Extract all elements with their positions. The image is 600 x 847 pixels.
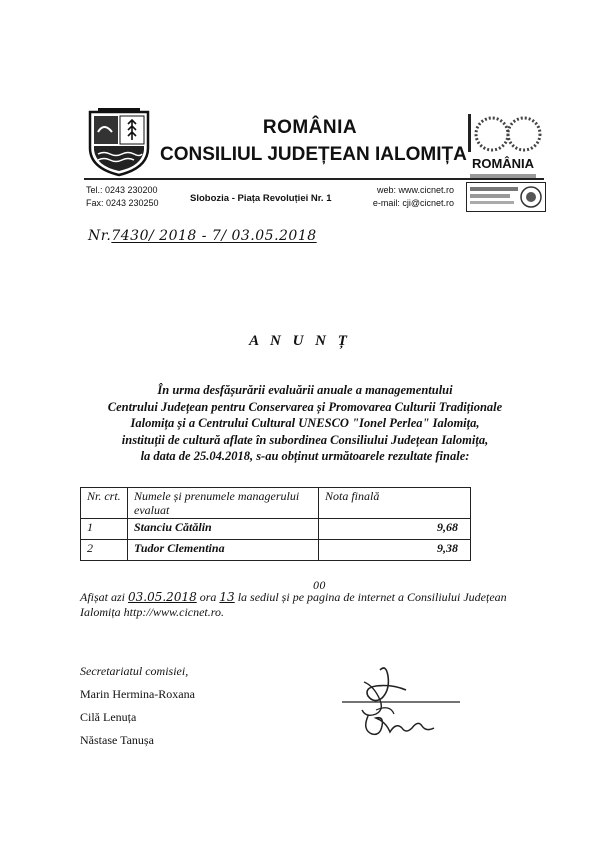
fax-number: Fax: 0243 230250 xyxy=(86,198,159,208)
table-header-row xyxy=(81,488,471,519)
announcement-heading: A N U N Ț xyxy=(249,333,351,349)
posted-suffix: la sediul și pe pagina de internet a Consiliului Județean xyxy=(237,590,507,604)
intro-line: instituții de cultură aflate în subordinea Consiliului Județean Ialomița, xyxy=(121,432,489,447)
posted-notice xyxy=(80,581,550,620)
institution-title: CONSILIUL JUDEȚEAN IALOMIȚA xyxy=(160,144,467,165)
intro-line: Ialomița și a Centrului Cultural UNESCO "Ionel Perlea" Ialomița, xyxy=(130,416,480,431)
results-table xyxy=(80,487,471,561)
posted-minutes: 00 xyxy=(313,581,326,592)
email[interactable]: e-mail: cji@cicnet.ro xyxy=(372,198,454,208)
website[interactable]: web: www.cicnet.ro xyxy=(376,185,454,195)
phone-fax xyxy=(86,184,159,210)
posted-hour: 13 xyxy=(219,590,235,604)
web-email xyxy=(356,184,454,210)
header-name: Numele și prenumele managerului evaluat xyxy=(128,488,319,519)
registration-prefix: Nr. xyxy=(88,228,112,244)
table-row xyxy=(81,519,471,540)
address: Slobozia - Piața Revoluției Nr. 1 xyxy=(190,193,332,204)
posted-line2: Ialomița http://www.cicnet.ro. xyxy=(80,605,224,619)
intro-line: În urma desfășurării evaluării anuale a managementului xyxy=(157,383,453,397)
certification-badge xyxy=(466,182,546,212)
secretariat-title: Secretariatul comisiei, xyxy=(80,664,189,678)
header-grade: Nota finală xyxy=(319,488,471,519)
county-coat-of-arms xyxy=(84,108,154,178)
secretariat-member: Cilă Lenuța xyxy=(80,710,137,724)
row-nr: 2 xyxy=(81,540,128,561)
row-nr: 1 xyxy=(81,519,128,540)
handwritten-signatures xyxy=(336,662,466,750)
table-row xyxy=(81,540,471,561)
posted-ora-label: ora xyxy=(199,590,217,604)
row-name: Tudor Clementina xyxy=(128,540,319,561)
intro-line: la data de 25.04.2018, s-au obținut următoarele rezultate finale: xyxy=(140,449,470,464)
row-grade: 9,38 xyxy=(319,540,471,561)
centenar-label: ROMÂNIA xyxy=(471,156,535,171)
row-grade: 9,68 xyxy=(319,519,471,540)
registration-number xyxy=(88,228,317,244)
header-nr: Nr. crt. xyxy=(81,488,128,519)
country-title: ROMÂNIA xyxy=(262,117,358,138)
header-divider xyxy=(84,178,544,180)
phone-number: Tel.: 0243 230200 xyxy=(86,185,158,195)
secretariat-member: Marin Hermina-Roxana xyxy=(80,687,195,701)
centenar-logo xyxy=(462,108,544,186)
intro-line: Centrului Județean pentru Conservarea și Promovarea Culturii Tradiționale xyxy=(107,399,503,414)
row-name: Stanciu Cătălin xyxy=(128,519,319,540)
secretariat-member: Năstase Tanușa xyxy=(80,733,154,747)
posted-prefix: Afișat azi xyxy=(80,590,126,604)
posted-date: 03.05.2018 xyxy=(128,590,197,604)
registration-handwritten: 7430/ 2018 - 7/ 03.05.2018 xyxy=(111,228,317,244)
announcement-intro xyxy=(80,382,530,465)
